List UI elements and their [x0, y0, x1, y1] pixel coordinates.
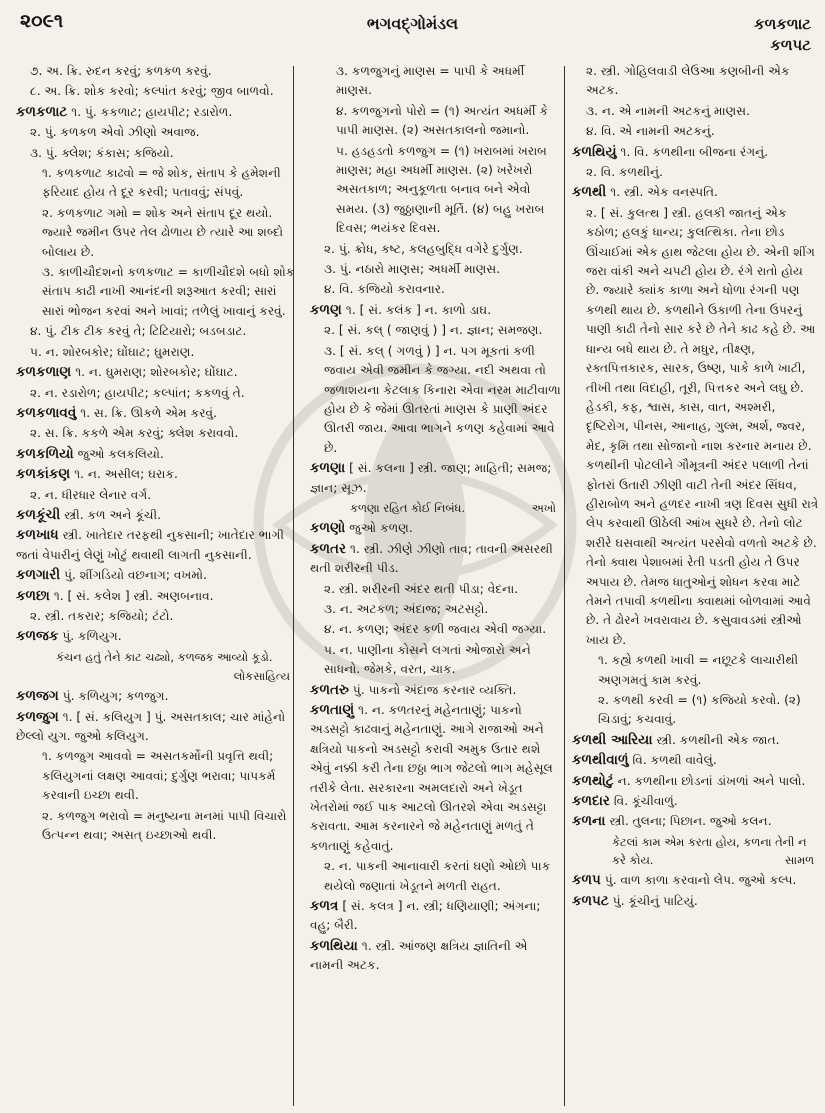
sense-line [310, 342, 562, 458]
entry-text: ૨. ન. પાકની આનાવારી કરતાં ઘણો ઓછો પાક થયેલો જણાતાં ખેડૂતને મળતી રાહત. [324, 859, 551, 893]
dictionary-entry [16, 445, 296, 464]
dictionary-entry [572, 751, 820, 770]
sense-line [16, 486, 296, 505]
headword: કળતરુ [310, 681, 349, 698]
entry-text: સ્ત્રી. કળ અને કૂંચી. [64, 507, 162, 522]
headword: કળજુગ [16, 708, 59, 725]
entry-text: ૨. સ્ત્રી. ગોહિલવાડી લેઉઆ કણબીની એક અટક. [586, 64, 790, 98]
entry-text: ૨. [ સં. કુલત્થ ] સ્ત્રી. હલકી જાતનું એક કઠોળ; હલકું ધાન્ય; કુલત્થિકા. તેના છોડ ઊંચાઈમાં એક હાથ જેટલા હોય છે. એની શીંગ જરા વાંકી અને ચપટી હોય છે. રંગે રાતો હોય છે. જ્યારે ક્યાંક કાળા અને ધોળા રંગની પણ કળથી થાય છે. કળથીને ઉકાળી તેના ઉપરનું પાણી કાઢી તેનો સાર કરે છે તેને કાઢ કહે છે. આ ધાન્ય બધે થાય છે. તે મધુર, તીક્ષ્ણ, રક્તપિત્તકારક, સારક, ઉષ્ણ, પાકે કાળે ખાટી, તીખી તથા વિદાહી, તૂરી, પિત્તકર અને લઘુ છે. હેડકી, કફ, શ્વાસ, કાસ, વાત, અશ્મરી, દૃષ્ટિરોગ, પીનસ, આનાહ, ગુલ્મ, અર્શ, જ્વર, મેદ, કૃમિ તથા સોજાનો નાશ કરનાર મનાય છે. કળથીની પોટલીને ગૌમૂત્રની અંદર પલાળી તેનાં ફોતરાં ઉતારી ઝીણી વાટી તેની અંદર સિંધવ, હીરાબોળ અને હળદર નાખી ત્રણ દિવસ સુધી રાત્રે લેપ કરવાથી ઊઠેલી આંખ સુધરે છે. તેનો લોટ શરીરે ઘસવાથી અત્યંત પરસેવો વળતો અટકે છે. તેનો ક્વાથ પેશાબમાં રેતી પડતી હોય તે ઉપર અપાય છે. તેમજ ધાતુઓનું શોધન કરવા માટે તેમને તપાવી કળથીના ક્વાથમાં બોળવામાં આવે છે. તે ઢોરને ખવરાવાય છે. કસુવાવડમાં સ્ત્રીઓ ખાય છે. [586, 205, 819, 647]
sense-line [572, 122, 820, 141]
column-2 [310, 62, 562, 1107]
headword: કળના [572, 813, 606, 830]
entry-text: ૨. કળથી કરવી = (૧) કજિયો કરવો. (૨) ચિડાવું; કચવાવું. [598, 693, 801, 727]
entry-text: સામળ [785, 852, 814, 867]
entry-text: ૧. [ સં. કલિયુગ ] પું. અસતકાલ; ચાર માંહેનો છેલ્લો યુગ. જુઓ કલિયુગ. [16, 709, 286, 743]
column-3 [572, 62, 820, 1107]
sense-line [16, 747, 296, 805]
dictionary-entry [16, 566, 296, 585]
sense-line [16, 424, 296, 443]
entry-text: ૨. સ્ત્રી. તકરાર; કજિયો; ટંટો. [30, 608, 174, 623]
headword: કળથિયા [310, 937, 358, 954]
page-header [0, 0, 825, 56]
entry-text: અખો [531, 500, 556, 515]
entry-text: ૩. કાળીચૌદશનો કળકળાટ = કાળીચૌદશે બધો શોક સંતાપ કાઢી નાખી આનંદની શરૂઆત કરવી; સારાં સારાં ભોજન કરવાં અને ખાવાં; તળેલું ખાવાનું કરવું. [42, 265, 295, 318]
sense-line [310, 580, 562, 599]
entry-text: લોકસાહિત્ય [233, 668, 290, 683]
entry-text: ૨. પું. ક્રોધ, કષ્ટ, કલહબુદ્ધિ વગેરે દુર્ગુણ. [324, 241, 523, 256]
entry-text: ૪. વિ. કજિયો કરાવનાર. [324, 282, 445, 297]
sense-line [16, 343, 296, 362]
sense-line [572, 163, 820, 182]
headword: કળતાણું [310, 702, 355, 718]
entry-text: પું. કૂંચીનું પાટિયું. [612, 893, 698, 908]
entry-text: ૩. [ સં. કલ્ ( ગળવું ) ] ન. પગ મૂકતાં કળી જવાય એવી જમીન કે જગ્યા. નદી અથવા તો જળાશયના કેટલાક કિનારા એવા નરમ માટીવાળા હોય છે કે જેમાં ઊતરતાં માણસ કે પ્રાણી અંદર ઊતરી જાય. આવા ભાગને કળણ કહેવામાં આવે છે. [324, 343, 561, 455]
sense-line [572, 102, 820, 121]
sense-line [310, 600, 562, 619]
headword: કળકળાટ [16, 103, 68, 120]
entry-text: ૨. કળકળાટ ગમો = શોક અને સંતાપ દૂર થયો. જ્યારે જમીન ઉપર તેલ ઢોળાય છે ત્યારે આ શબ્દો બોલાય છે. [42, 205, 284, 259]
headword: કળતર [310, 540, 346, 557]
headword: કળગારી [16, 567, 61, 584]
entry-text: ૧. કહ્યે કળથી ખાવી = નછૂટકે લાચારીથી અણગમતું કામ કરવું. [598, 653, 799, 687]
dictionary-entry [16, 708, 296, 747]
sense-line [310, 142, 562, 239]
entry-text: ૧. [ સં. કલંક ] ન. કાળો ડાઘ. [345, 302, 492, 317]
sense-line [16, 144, 296, 163]
headword: કળકળાણ [16, 364, 72, 381]
headword: કળણો [310, 520, 346, 537]
entry-text: ૧. વિ. કળથીના બીજના રંગનું. [620, 144, 769, 159]
sense-line [310, 857, 562, 896]
entry-text: પું. શીંગડિયો વછનાગ; વખમો. [64, 568, 207, 583]
dictionary-entry [16, 627, 296, 646]
headword: કળથી આરિયા [572, 731, 653, 748]
sense-line [16, 263, 296, 321]
entry-text: ૨. [ સં. કલ્ ( જાણવું ) ] ન. જ્ઞાન; સમજણ. [324, 323, 543, 338]
entry-text: ૧. સ્ત્રી. આંજણ ક્ષત્રિય જ્ઞાતિની એ નામની અટક. [310, 938, 528, 973]
entry-text: સ્ત્રી. કળથીની એક જાત. [656, 732, 780, 747]
dictionary-entry [572, 892, 820, 911]
headword: કળજગ [16, 688, 59, 705]
sense-line [16, 123, 296, 142]
dictionary-entry [310, 540, 562, 579]
entry-text: ૨. સ્ત્રી. શરીરની અંદર થતી પીડા; વેદના. [324, 581, 519, 596]
headword: કળત્ર [310, 898, 339, 915]
entry-text: ૧. સ્ત્રી. એક વનસ્પતિ. [610, 185, 718, 200]
entry-text: ૨. વિ. કળથીનું. [586, 165, 663, 180]
entry-text: જુઓ કલકલિયો. [77, 446, 164, 461]
sense-line [310, 62, 562, 101]
sense-line [16, 384, 296, 403]
entry-text: વિ. કળથી વાવેલું. [632, 753, 717, 768]
dictionary-entry [16, 506, 296, 525]
dictionary-title: ભગવદ્ગોમંડલ [366, 14, 459, 33]
headword: કળપ [572, 872, 601, 889]
entry-text: ૧. ન. અસીલ; ઘરાક. [74, 467, 178, 482]
entry-text: ન. કળથીના છોડનાં ડાંખળાં અને પાલો. [617, 773, 806, 788]
quote-attribution [572, 851, 820, 870]
dictionary-entry [572, 772, 820, 791]
entry-text: સ્ત્રી. ખાતેદાર તરફથી નુકસાની; ખાતેદાર ભાગી જતાં વેપારીનું લેણું ખોટું થવાથી લાગતી નુકસાની. [16, 528, 284, 562]
dictionary-columns [12, 62, 817, 1107]
sense-line [310, 102, 562, 141]
sense-line [572, 651, 820, 690]
dictionary-entry [16, 526, 296, 565]
entry-text: ૨. ન. રડારોળ; હાયપીટ; કલ્પાંત; કકળવું તે. [30, 385, 245, 400]
sense-line [572, 691, 820, 730]
entry-text: પું. વાળ કાળા કરવાનો લેપ. જુઓ કલ્પ. [604, 873, 797, 888]
entry-text: ૧. સ્ત્રી. ઝીણે ઝીણો તાવ; તાવની અસરથી થતી શરીરની પીડ. [310, 541, 553, 576]
entry-text: ૧. ન. કળતરનું મહેનતાણું; પાકનો અડસટ્ટો કાઢવાનું મહેનતાણું. આગે રાજાઓ અને ક્ષત્રિયો પાકનો અડસટ્ટો કરાવી અમુક ઉતાર થશે એવું નક્કી કરી તેના છઠ્ઠા ભાગ જેટલો ભાગ મહેસૂલ તરીકે લેતા. સરકારના અમલદારો અને ખેડૂત ખેતરોમાં જઈ પાક આટલો ઊતરશે એવા અડસટ્ટા કરાવતા. આમ કરનારને જે મહેનતાણું મળતું તે કળતાણું કહેવાતું. [310, 703, 553, 853]
dictionary-entry [310, 897, 562, 936]
entry-text: ૫. ન. શોરબકોર; ઘોંઘાટ; ઘુમરાણ. [30, 344, 195, 359]
entry-text: ૨. સ. ક્રિ. કકળે એમ કરવું; ક્લેશ કરાવવો. [30, 426, 239, 441]
entry-text: ૨. પું. કળકળ એવો ઝીણો અવાજ. [30, 125, 200, 140]
sense-line [16, 607, 296, 626]
entry-text: જુઓ કળણ. [349, 521, 413, 536]
dictionary-entry [16, 465, 296, 484]
sense-line [16, 807, 296, 846]
entry-text: ૧. કળકળાટ કાઢવો = જે શોક, સંતાપ કે હમેશની ફરિયાદ હોય તે દૂર કરવી; પતાવવું; સંપવું. [42, 166, 281, 200]
sense-line [310, 620, 562, 639]
entry-text: ૫. ન. પાણીના કોસને લગતાં ઓજારો અને સાધનો. જેમકે, વરત, ચાક. [324, 642, 531, 677]
dictionary-entry [16, 687, 296, 706]
headword: કળદાર [572, 793, 610, 810]
headword: કળકળિયો [16, 445, 74, 462]
headword: કળણ [310, 301, 342, 318]
dictionary-entry [572, 143, 820, 162]
entry-text: વિ. કૂંચીવાળું. [613, 794, 678, 809]
dictionary-entry [310, 681, 562, 700]
sense-line [310, 280, 562, 299]
dictionary-entry [16, 103, 296, 122]
dictionary-entry [572, 812, 820, 831]
quote-attribution [16, 667, 296, 686]
entry-text: ૪. વિ. એ નામની અટકનું. [586, 124, 715, 139]
dictionary-entry [310, 301, 562, 320]
sense-line [16, 62, 296, 81]
headword: કળછા [16, 587, 50, 604]
guide-word-top: કળકળાટ [754, 15, 811, 33]
sense-line [310, 240, 562, 259]
sense-line [572, 62, 820, 101]
sense-line [310, 260, 562, 279]
sense-line [16, 164, 296, 203]
dictionary-entry [16, 587, 296, 606]
sense-line [16, 82, 296, 101]
guide-words [754, 14, 811, 56]
page-number: ૨૦૯૧ [20, 10, 64, 32]
entry-text: પું. કળિયુગ; કળજુગ. [62, 689, 169, 704]
entry-text: પું. કળિયુગ. [62, 629, 122, 644]
entry-text: ૩. ન. એ નામની અટકનું માણસ. [586, 103, 751, 118]
entry-text: ૧. ન. ઘુમરાણ; શોરબકોર; ઘોંઘાટ. [75, 365, 238, 380]
dictionary-entry [310, 937, 562, 976]
sense-line [572, 204, 820, 650]
entry-text: ૧. સ. ક્રિ. ઊકળે એમ કરવું. [80, 405, 218, 420]
headword: કળખાધ [16, 527, 59, 544]
entry-text: કેટલાં કામ એમ કરતા હોય, કળના તેની ન કરે કોય. [612, 834, 807, 867]
headword: કળપટ [572, 892, 609, 909]
entry-text: ૩. ન. અટકળ; અંદાજ; અટસટ્ટો. [324, 601, 489, 616]
entry-text: [ સં. કલત્ર ] ન. સ્ત્રી; ધણિયાણી; અંગના; વહુ; બૈરી. [310, 899, 541, 933]
dictionary-entry [16, 404, 296, 423]
headword: કળજક [16, 628, 59, 645]
headword: કળકળાવવું [16, 404, 77, 421]
dictionary-entry [572, 792, 820, 811]
dictionary-entry [16, 363, 296, 382]
guide-word-bottom: કળપટ [770, 36, 811, 54]
sense-line [16, 204, 296, 262]
column-1 [16, 62, 296, 1107]
entry-text: ૩. પું. ક્લેશ; કંકાસ; કજિયો. [30, 145, 174, 160]
entry-text: ૭. અ. ક્રિ. રુદન કરવું; કળકળ કરવું. [30, 64, 212, 78]
headword: કળકાંકણ [16, 466, 71, 483]
entry-text: ૪. પું. ટીક ટીક કરવું તે; ટિટિયારો; બડબડાટ. [30, 324, 247, 339]
entry-text: ૩. કળજુગનું માણસ = પાપી કે અધર્મી માણસ. [336, 64, 525, 98]
sense-line [310, 641, 562, 680]
entry-text: કંચન હતું તેને કાટ ચઢ્યો, કળજક આવ્યો કૂડો. [56, 649, 273, 664]
entry-text: ૮. અ. ક્રિ. શોક કરવો; કલ્પાંત કરવું; જીવ બાળવો. [30, 84, 274, 99]
entry-text: ૧. કળજુગ આવવો = અસતકર્મોની પ્રવૃત્તિ થવી; કલિયુગનાં લક્ષણ આવવાં; દુર્ગુણ ભરાવા; પાપકર્મ કરવાની ઇચ્છા થવી. [42, 749, 276, 803]
headword: કળથી [572, 184, 607, 201]
entry-text: સ્ત્રી. તુલના; પિછાન. જુઓ કલન. [609, 814, 772, 829]
dictionary-entry [310, 519, 562, 538]
entry-text: ૪. ન. કળણ; અંદર કળી જવાય એવી જગ્યા. [324, 622, 547, 637]
headword: કળથિયું [572, 143, 617, 160]
entry-text: કળણા રહિત કોઈ નિબંધ. [350, 500, 465, 515]
entry-text: ૩. પું. નઠારો માણસ; અધર્મી માણસ. [324, 262, 501, 277]
entry-text: [ સં. કલના ] સ્ત્રી. જાણ; માહિતી; સમજ; જ્ઞાન; સૂઝ. [310, 461, 552, 495]
headword: કળથીવાળું [572, 752, 629, 769]
entry-text: ૧. પું. કકળાટ; હાયપીટ; રડારોળ. [71, 104, 233, 119]
dictionary-entry [310, 459, 562, 498]
entry-text: પું. પાકનો અંદાજ કરનાર વ્યક્તિ. [352, 682, 517, 697]
sense-line [310, 321, 562, 340]
entry-text: ૨. કળજુગ ભરાવો = મનુષ્યના મનમાં પાપી વિચારો ઉત્પન્ન થવા; અસત્ ઇચ્છાઓ થવી. [42, 808, 287, 843]
verse-quote [16, 648, 296, 666]
entry-text: ૨. ન. ધીરધાર લેનાર વર્ગ. [30, 487, 152, 502]
dictionary-entry [572, 183, 820, 202]
headword: કળણા [310, 460, 346, 477]
entry-text: ૪. કળજુગનો પોરો = (૧) અત્યંત અધર્મી કે પાપી માણસ. (૨) અસતકાલનો જમાનો. [336, 103, 549, 138]
headword: કળકૂંચી [16, 506, 61, 523]
headword: કળથોટું [572, 772, 614, 789]
sense-line [16, 322, 296, 341]
dictionary-entry [310, 701, 562, 856]
dictionary-entry [572, 731, 820, 750]
entry-text: ૫. હડહડતો કળજુગ = (૧) ખરાબમાં ખરાબ માણસ; મહા અધર્મી માણસ. (૨) ખરેખરો અસતકાળ; અનુકૂળતા બનાવ બને એવો સમય. (૩) જુઠ્ઠાણાની મૂર્તિ. (૪) બહુ ખરાબ દિવસ; ભયંકર દિવસ. [336, 143, 547, 236]
dictionary-entry [572, 871, 820, 890]
entry-text: ૧. [ સં. કલેશ ] સ્ત્રી. અણબનાવ. [53, 588, 214, 603]
